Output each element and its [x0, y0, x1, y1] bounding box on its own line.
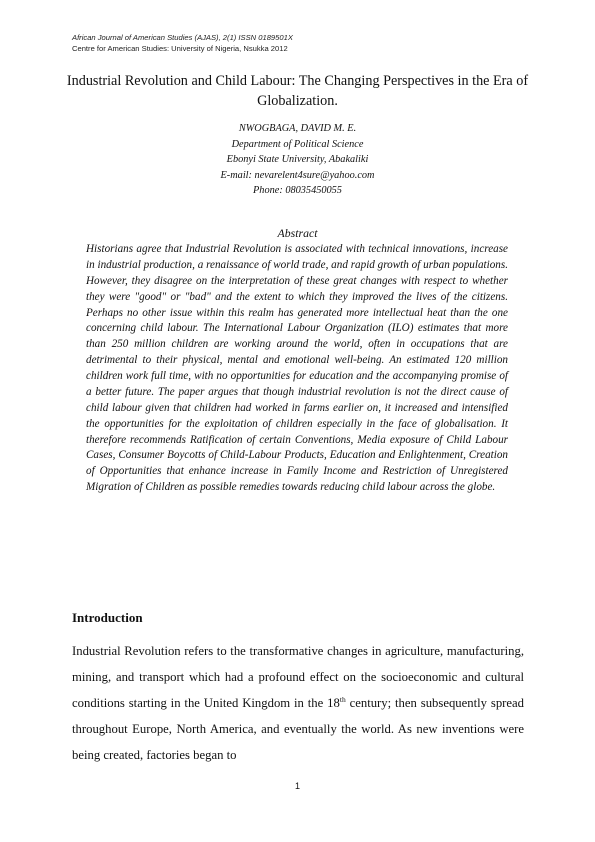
abstract-text: Historians agree that Industrial Revolution is associated with technical innovations, increase in industrial production, a renaissance of world trade, and rapid growth of urban populations. However, they disagree on the interpretation of these great changes with respect to whether they were "good" or "bad" and the extent to which they improved the lives of the citizens. Perhaps no other issue within this realm has generated more intellectual heat than the one concerning child labour. The International Labour Organization (ILO) estimates that more than 250 million children are working around the world, often in occupations that are detrimental to their physical, mental and emotional well-being. An estimated 120 million children work full time, with no opportunities for education and the accompanying promise of a better future. The paper argues that though industrial revolution is not the direct cause of child labour given that children had worked in farms earlier on, it increased and intensified the opportunities for the exploitation of children especially in the face of globalisation. It therefore recommends Ratification of certain Conventions, Media exposure of Child Labour Cases, Consumer Boycotts of Child-Labour Products, Education and Enlightenment, Creation of Opportunities that enhance increase in Family Income and Restriction of Unregistered Migration of Children as possible remedies towards reducing child labour across the globe.	[86, 243, 508, 494]
journal-citation: African Journal of American Studies (AJAS), 2(1) ISSN 0189501X	[72, 33, 293, 42]
author-name: NWOGBAGA, DAVID M. E.	[238, 123, 357, 134]
author-email[interactable]: E-mail: nevarelent4sure@yahoo.com	[220, 169, 375, 181]
intro-text-part-2: century; then subsequently spread throughout Europe, North America, and eventually the world. As new inventions were being created, factories began to	[72, 696, 524, 762]
abstract-heading: Abstract	[277, 226, 318, 240]
running-header	[72, 32, 293, 54]
author-university: Ebonyi State University, Abakaliki	[226, 154, 369, 166]
introduction-heading: Introduction	[72, 610, 143, 625]
page-number: 1	[294, 781, 300, 791]
author-block	[100, 121, 495, 199]
paper-title: Industrial Revolution and Child Labour: The Changing Perspectives in the Era of Globalization.	[66, 73, 529, 109]
introduction-paragraph	[72, 638, 524, 768]
author-phone: Phone: 08035450055	[253, 185, 342, 197]
author-department: Department of Political Science	[231, 138, 364, 150]
ordinal-superscript: th	[339, 694, 346, 704]
centre-line: Centre for American Studies: University of Nigeria, Nsukka 2012	[72, 44, 288, 53]
intro-text-part-1: Industrial Revolution refers to the transformative changes in agriculture, manufacturing, mining, and transport which had a profound effect on the socioeconomic and cultural conditions starting in the United Kingdom in the 18	[72, 644, 524, 710]
